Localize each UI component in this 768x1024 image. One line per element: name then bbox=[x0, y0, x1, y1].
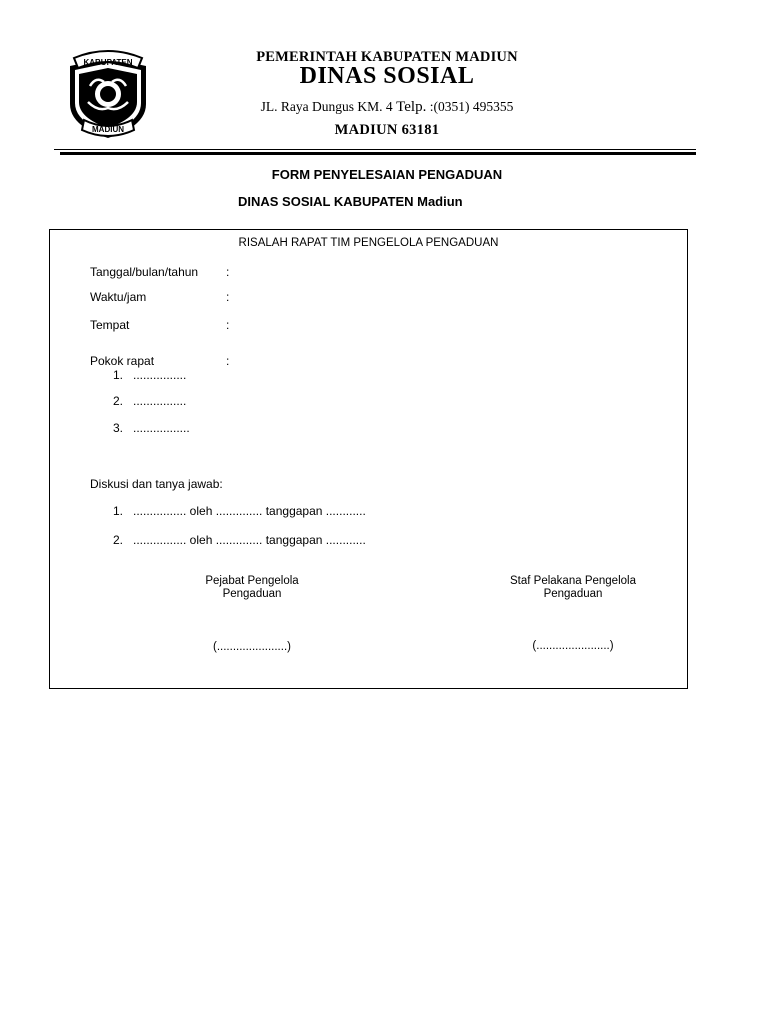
field-label-agenda: Pokok rapat bbox=[90, 354, 155, 368]
field-colon-time: : bbox=[226, 290, 230, 304]
list-item-number: 1. bbox=[113, 368, 124, 382]
field-label-date: Tanggal/bulan/tahun bbox=[90, 265, 199, 279]
signature-role-line2: Pengaduan bbox=[543, 588, 603, 600]
department-name: DINAS SOSIAL bbox=[299, 63, 475, 89]
list-item bbox=[113, 504, 366, 518]
list-item-number: 3. bbox=[113, 421, 124, 435]
signature-block-staff bbox=[482, 575, 664, 601]
government-name: PEMERINTAH KABUPATEN MADIUN bbox=[256, 49, 518, 65]
list-item-text: ................ bbox=[133, 368, 187, 382]
letterhead-rule-thick bbox=[60, 152, 696, 155]
signature-block-official bbox=[170, 575, 334, 601]
field-label-time: Waktu/jam bbox=[90, 290, 147, 304]
logo-bottom-text: MADIUN bbox=[92, 125, 124, 134]
list-item bbox=[113, 533, 366, 547]
list-item-number: 2. bbox=[113, 394, 124, 408]
list-item-number: 2. bbox=[113, 533, 124, 547]
list-item-text: ................ oleh .............. tanggapan ............ bbox=[133, 504, 366, 518]
address-phone: :(0351) 495355 bbox=[426, 99, 514, 114]
field-colon-place: : bbox=[226, 318, 230, 332]
letterhead-rule-thin bbox=[54, 149, 696, 150]
signature-blank-staff: (.......................) bbox=[532, 640, 614, 652]
minutes-box-title: RISALAH RAPAT TIM PENGELOLA PENGADUAN bbox=[238, 237, 499, 249]
signature-role-line2: Pengaduan bbox=[222, 588, 282, 600]
field-colon-date: : bbox=[226, 265, 230, 279]
signature-role-line1: Staf Pelakana Pengelola bbox=[510, 575, 636, 587]
list-item-number: 1. bbox=[113, 504, 124, 518]
address-street: JL. Raya Dungus KM. 4 bbox=[260, 99, 393, 114]
list-item bbox=[113, 368, 186, 382]
list-item-text: ................. bbox=[133, 421, 190, 435]
field-colon-agenda: : bbox=[226, 354, 230, 368]
list-item-text: ................ oleh .............. tanggapan ............ bbox=[133, 533, 366, 547]
field-label-place: Tempat bbox=[90, 318, 130, 332]
city-postal: MADIUN 63181 bbox=[334, 122, 440, 138]
department-address bbox=[200, 99, 574, 116]
list-item bbox=[113, 394, 186, 408]
form-subtitle: DINAS SOSIAL KABUPATEN Madiun bbox=[238, 194, 463, 209]
signature-blank-official: (......................) bbox=[213, 641, 291, 653]
list-item-text: ................ bbox=[133, 394, 187, 408]
form-title: FORM PENYELESAIAN PENGADUAN bbox=[271, 167, 503, 182]
signature-role-line1: Pejabat Pengelola bbox=[205, 575, 299, 587]
logo-top-text: KABUPATEN bbox=[83, 58, 133, 67]
kabupaten-madiun-emblem-icon bbox=[60, 46, 156, 142]
discussion-label: Diskusi dan tanya jawab: bbox=[90, 477, 223, 491]
address-telp-label: Telp. bbox=[392, 99, 427, 115]
list-item bbox=[113, 421, 190, 435]
